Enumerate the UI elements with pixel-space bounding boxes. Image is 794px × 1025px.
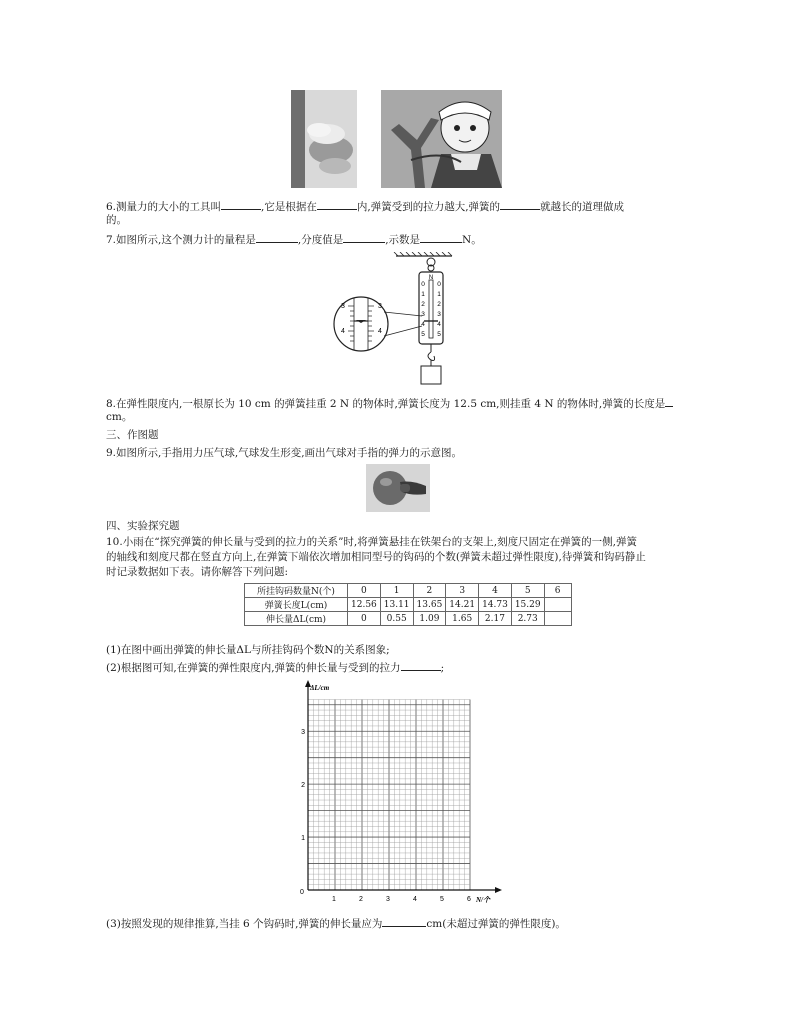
question-8-line-2 <box>106 410 132 424</box>
table-cell: 0 <box>348 612 381 626</box>
scale-right-number: 4 <box>437 321 441 328</box>
question-6-line-1 <box>106 198 624 214</box>
spring-scale-figure <box>328 252 468 386</box>
q10-extension-blank[interactable] <box>382 915 426 927</box>
table-cell: 0 <box>348 584 381 598</box>
table-row <box>245 598 572 612</box>
table-row <box>245 584 572 598</box>
table-cell: 15.29 <box>511 598 544 612</box>
table-cell: 2.17 <box>479 612 512 626</box>
finger-balloon-photo <box>366 464 430 512</box>
table-row-header: 伸长量ΔL(cm) <box>245 612 348 626</box>
q6-text-c: 内,弹簧受到的拉力越大,弹簧的 <box>356 201 501 213</box>
section-3-title: 三、作图题 <box>106 429 159 441</box>
q6-text-d: 就越长的道理做成 <box>540 201 625 213</box>
scale-unit-label: N <box>428 275 434 281</box>
scale-left-number: 1 <box>421 291 425 298</box>
x-axis-label: N/个 <box>476 896 490 904</box>
table-cell: 1 <box>380 584 413 598</box>
zoom-number-left: 4 <box>341 328 345 335</box>
scale-right-number: 3 <box>437 311 441 318</box>
table-cell: 13.11 <box>380 598 413 612</box>
y-axis-label: ΔL/cm <box>310 684 330 692</box>
q8-length-blank[interactable] <box>665 395 673 407</box>
x-tick-label: 4 <box>413 896 417 903</box>
x-tick-label: 2 <box>359 896 363 903</box>
table-cell-empty[interactable] <box>544 598 571 612</box>
q7-text-d: N。 <box>462 234 482 246</box>
q7-reading-blank[interactable] <box>420 231 462 243</box>
table-cell: 13.65 <box>413 598 446 612</box>
table-cell: 1.65 <box>446 612 479 626</box>
question-10-intro-line-2: 的轴线和刻度尺都在竖直方向上,在弹簧下端依次增加相同型号的钩码的个数(弹簧未超过弹性限度),待弹簧和钩码静止 <box>106 551 646 563</box>
q8-text-b: cm。 <box>106 411 133 423</box>
question-8-line-1 <box>106 395 673 411</box>
x-tick-label: 3 <box>386 896 390 903</box>
question-10-part-1: (1)在图中画出弹簧的伸长量ΔL与所挂钩码个数N的关系图象; <box>106 644 390 656</box>
scale-left-number: 5 <box>421 331 425 338</box>
table-cell: 4 <box>479 584 512 598</box>
table-cell: 12.56 <box>348 598 381 612</box>
table-cell: 14.73 <box>479 598 512 612</box>
q8-text-a: 8.在弹性限度内,一根原长为 10 cm 的弹簧挂重 2 N 的物体时,弹簧长度为 12.5 cm,则挂重 4 N 的物体时,弹簧的长度是 <box>106 398 666 410</box>
q6-text-e: 的。 <box>106 214 127 226</box>
x-tick-label: 1 <box>332 896 336 903</box>
zoom-number-right: 4 <box>378 328 382 335</box>
q10-relation-blank[interactable] <box>401 659 441 671</box>
table-row-header: 所挂钩码数量N(个) <box>245 584 348 598</box>
q7-range-blank[interactable] <box>256 231 298 243</box>
question-7 <box>106 231 482 247</box>
q6-answer-blank-2[interactable] <box>317 198 357 210</box>
scale-left-number: 2 <box>421 301 425 308</box>
table-cell: 5 <box>511 584 544 598</box>
q6-answer-blank-3[interactable] <box>500 198 540 210</box>
table-cell: 0.55 <box>380 612 413 626</box>
section-4-title: 四、实验探究题 <box>106 520 180 532</box>
q6-answer-blank-1[interactable] <box>221 198 261 210</box>
q6-text-b: ,它是根据在 <box>261 201 317 213</box>
table-cell: 14.21 <box>446 598 479 612</box>
question-10-intro-line-3: 时记录数据如下表。请你解答下列问题: <box>106 566 289 578</box>
hand-clay-photo <box>291 90 357 188</box>
q6-text-a: 6.测量力的大小的工具叫 <box>106 201 222 213</box>
scale-right-number: 5 <box>437 331 441 338</box>
x-tick-label: 6 <box>467 896 471 903</box>
q7-text-c: ,示数是 <box>385 234 421 246</box>
table-cell: 3 <box>446 584 479 598</box>
table-row <box>245 612 572 626</box>
y-tick-label: 1 <box>301 835 305 842</box>
scale-right-number: 2 <box>437 301 441 308</box>
zoom-number-left: 3 <box>341 303 345 310</box>
scale-right-number: 0 <box>437 281 441 288</box>
q7-text-b: ,分度值是 <box>297 234 344 246</box>
x-tick-label: 5 <box>440 896 444 903</box>
table-cell: 1.09 <box>413 612 446 626</box>
q10-part3-end: cm(未超过弹簧的弹性限度)。 <box>426 918 566 930</box>
answer-graph-grid[interactable] <box>286 678 506 908</box>
table-cell: 2.73 <box>511 612 544 626</box>
table-cell: 2 <box>413 584 446 598</box>
q10-part2-end: ; <box>440 662 445 674</box>
slingshot-boy-illustration <box>381 90 502 188</box>
q10-part3-text: (3)按照发现的规律推算,当挂 6 个钩码时,弹簧的伸长量应为 <box>106 918 383 930</box>
q7-text-a: 7.如图所示,这个测力计的量程是 <box>106 234 256 246</box>
question-9: 9.如图所示,手指用力压气球,气球发生形变,画出气球对手指的弹力的示意图。 <box>106 447 463 459</box>
table-cell: 6 <box>544 584 571 598</box>
question-6-line-2 <box>106 213 127 227</box>
zoom-number-right: 3 <box>378 303 382 310</box>
question-10-part-3 <box>106 915 566 931</box>
scale-left-number: 0 <box>421 281 425 288</box>
spring-data-table <box>244 583 572 626</box>
q7-division-blank[interactable] <box>343 231 385 243</box>
y-tick-label: 2 <box>301 782 305 789</box>
question-10-intro-line-1: 10.小雨在“探究弹簧的伸长量与受到的拉力的关系”时,将弹簧悬挂在铁架台的支架上,刻度尺固定在弹簧的一侧,弹簧 <box>106 536 637 548</box>
scale-right-number: 1 <box>437 291 441 298</box>
table-cell-empty[interactable] <box>544 612 571 626</box>
scale-left-number: 3 <box>421 311 425 318</box>
y-tick-label: 3 <box>301 729 305 736</box>
table-row-header: 弹簧长度L(cm) <box>245 598 348 612</box>
q10-part2-text: (2)根据图可知,在弹簧的弹性限度内,弹簧的伸长量与受到的拉力 <box>106 662 401 674</box>
origin-label: 0 <box>300 889 304 896</box>
question-10-part-2 <box>106 659 444 675</box>
scale-left-number: 4 <box>421 321 425 328</box>
